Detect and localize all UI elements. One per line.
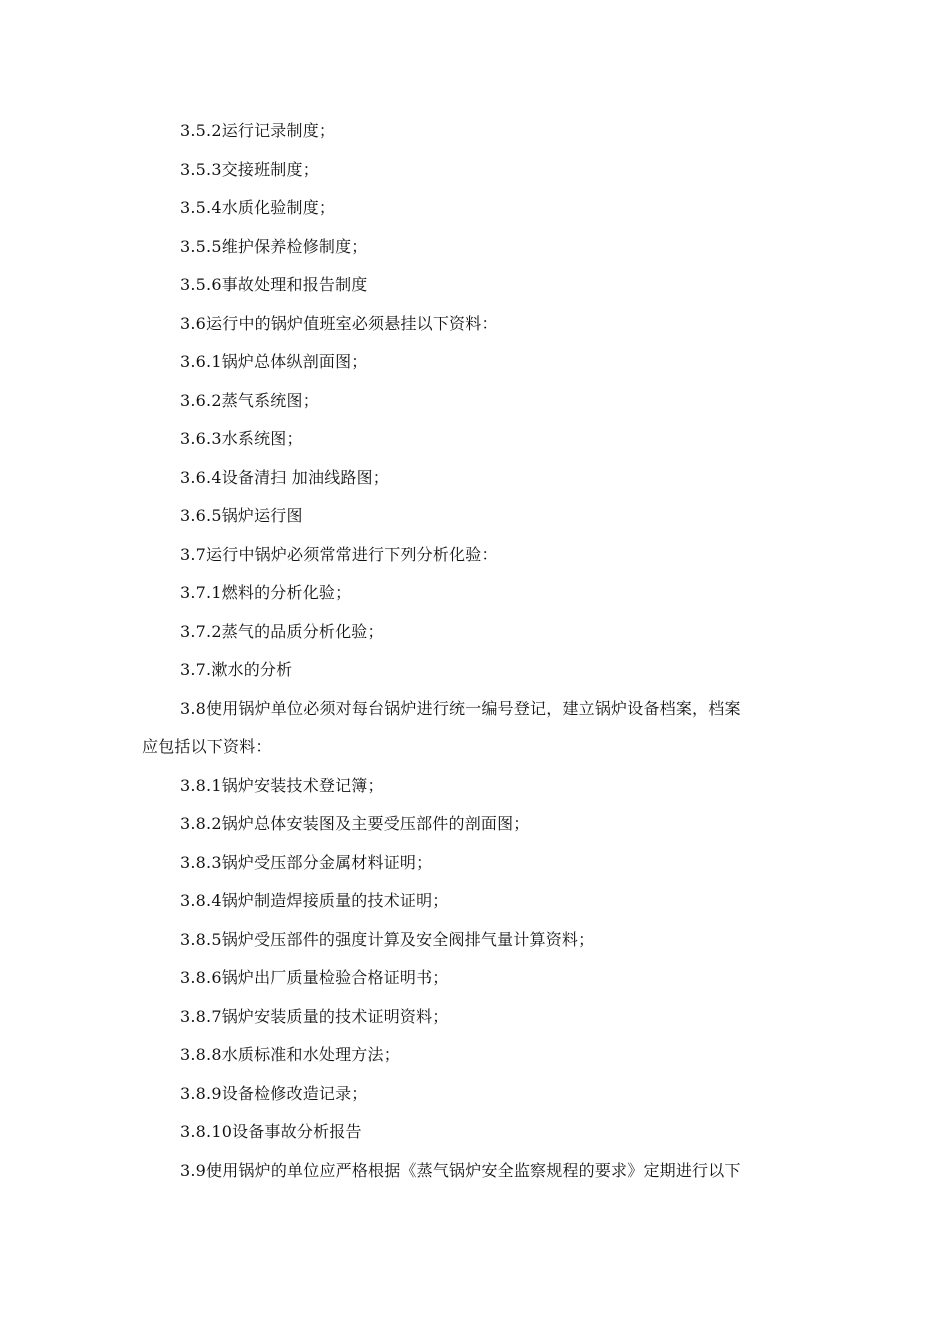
text-line-3-8-8: 3.8.8水质标准和水处理方法；	[180, 1045, 400, 1064]
text-line-3-5-3: 3.5.3交接班制度；	[180, 159, 319, 179]
text-line-3-6-2: 3.6.2蒸气系统图；	[180, 390, 319, 410]
text-line-3-6-1: 3.6.1锅炉总体纵剖面图；	[180, 352, 368, 371]
text-line-3-8-4: 3.8.4锅炉制造焊接质量的技术证明；	[180, 891, 449, 910]
text-line-3-8-10: 3.8.10设备事故分析报告	[180, 1122, 362, 1141]
text-line-3-8-6: 3.8.6锅炉出厂质量检验合格证明书；	[180, 968, 449, 987]
text-line-3-5-4: 3.5.4水质化验制度；	[180, 198, 336, 217]
text-line-3-5-5: 3.5.5维护保养检修制度；	[180, 236, 368, 256]
text-line-3-6-5: 3.6.5锅炉运行图	[180, 506, 303, 525]
text-line-3-8-1: 3.8.1锅炉安装技术登记簿；	[180, 775, 384, 795]
text-line-3-9: 3.9使用锅炉的单位应严格根据《蒸气锅炉安全监察规程的要求》定期进行以下	[180, 1160, 741, 1180]
document-body	[142, 112, 822, 1190]
text-line-3-7-3: 3.7.漱水的分析	[180, 660, 293, 679]
text-line-3-8-continuation: 应包括以下资料：	[142, 737, 272, 756]
text-line-3-6-4: 3.6.4设备清扫 加油线路图；	[180, 467, 389, 487]
text-line-3-8: 3.8使用锅炉单位必须对每台锅炉进行统一编号登记，建立锅炉设备档案，档案	[180, 698, 741, 718]
text-line-3-5-2: 3.5.2运行记录制度；	[180, 121, 336, 140]
text-line-3-8-5: 3.8.5锅炉受压部件的强度计算及安全阀排气量计算资料；	[180, 929, 595, 949]
text-line-3-8-3: 3.8.3锅炉受压部分金属材料证明；	[180, 852, 433, 872]
text-line-3-7-1: 3.7.1燃料的分析化验；	[180, 583, 352, 602]
text-line-3-7: 3.7运行中锅炉必须常常进行下列分析化验：	[180, 544, 498, 564]
text-line-3-6: 3.6运行中的锅炉值班室必须悬挂以下资料：	[180, 313, 498, 333]
text-line-3-7-2: 3.7.2蒸气的品质分析化验；	[180, 621, 384, 641]
text-line-3-8-9: 3.8.9设备检修改造记录；	[180, 1083, 368, 1103]
text-line-3-6-3: 3.6.3水系统图；	[180, 429, 303, 448]
text-line-3-8-2: 3.8.2锅炉总体安装图及主要受压部件的剖面图；	[180, 814, 530, 833]
text-line-3-5-6: 3.5.6事故处理和报告制度	[180, 275, 368, 294]
text-line-3-8-7: 3.8.7锅炉安装质量的技术证明资料；	[180, 1006, 449, 1026]
